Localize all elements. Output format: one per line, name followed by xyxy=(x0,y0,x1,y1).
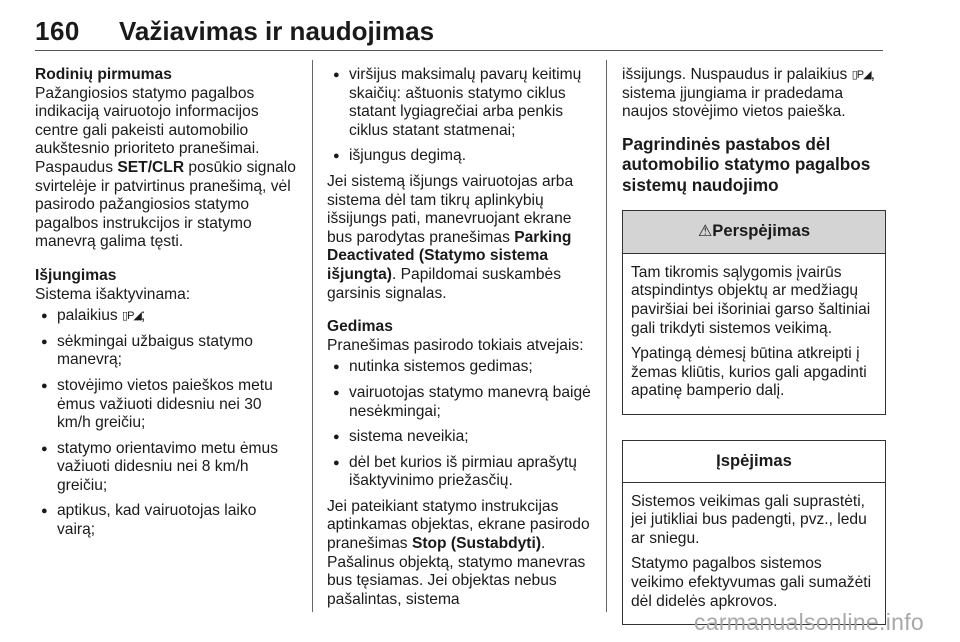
page-header xyxy=(35,10,883,51)
parking-assist-icon: ▯P◢ xyxy=(851,69,871,81)
warning-triangle-icon: ⚠ xyxy=(697,223,713,241)
list-item: ● stovėjimo vietos paieškos metu ėmus važiuoti didesniu nei 30 km/h greičiu; xyxy=(35,377,297,433)
list-item: ● nutinka sistemos gedimas; xyxy=(327,358,595,377)
paragraph: Pažangiosios statymo pagalbos indikaciją vairuotojo informacijos centre gali pakeisti automobilio aukštesnio prioriteto pranešimai. Paspaudus SET/CLR posūkio signalo svirtelėje ir patvirtinus pranešimą, vėl pasirodo pažangiosios statymo pagalbos instrukcijos ir statymo manevrą galima tęsti. xyxy=(35,84,296,251)
warning-text: Ypatingą dėmesį būtina atkreipti į žemas kliūtis, kurios gali apgadinti apatinę bamperio dalį. xyxy=(631,345,867,400)
bullet-list xyxy=(327,66,595,166)
list-item: ● viršijus maksimalų pavarų keitimų skaičių: aštuonis statymo ciklus statant lygiagrečiai arba penkis ciklus statant statmenai; xyxy=(327,66,595,140)
bullet-list xyxy=(35,307,297,540)
section-heading: Gedimas xyxy=(327,318,393,336)
column-divider-1 xyxy=(312,60,313,612)
section-display-priority xyxy=(35,66,297,252)
list-item: ● dėl bet kurios iš pirmiau aprašytų išaktyvinimo priežasčių. xyxy=(327,454,595,491)
list-item: ● palaikius ▯P◢; xyxy=(35,307,297,326)
list-item: ● išjungus degimą. xyxy=(327,147,595,166)
paragraph: Jei sistemą išjungs vairuotojas arba sistema dėl tam tikrų aplinkybių išsijungs pati, manevruojant ekrane bus parodytas pranešimas Parking Deactivated (Statymo sistema išjungta). Papildomai suskambės garsinis signalas. xyxy=(327,172,574,302)
list-item: ● sistema neveikia; xyxy=(327,428,595,447)
warning-title: ⚠Perspėjimas xyxy=(623,211,885,254)
column-3 xyxy=(622,66,886,635)
section-heading: Išjungimas xyxy=(35,266,117,284)
paragraph: išsijungs. Nuspaudus ir palaikius ▯P◢, sistema įjungiama ir pradedama naujos stovėjimo vietos paieška. xyxy=(622,66,875,121)
chapter-title: Važiavimas ir naudojimas xyxy=(119,16,435,46)
notice-box xyxy=(622,440,886,625)
column-1 xyxy=(35,66,297,555)
list-item: ● statymo orientavimo metu ėmus važiuoti didesniu nei 8 km/h greičiu; xyxy=(35,440,297,496)
list-item: ● vairuotojas statymo manevrą baigė nesėkmingai; xyxy=(327,384,595,421)
paragraph: Pranešimas pasirodo tokiais atvejais: xyxy=(327,336,584,354)
notice-text: Sistemos veikimas gali suprastėti, jei jutikliai bus padengti, pvz., ledu ar sniegu. xyxy=(631,492,867,547)
notice-text: Statymo pagalbos sistemos veikimo efektyvumas gali sumažėti dėl didelės apkrovos. xyxy=(631,555,872,610)
stop-message: Stop (Sustabdyti) xyxy=(411,535,542,553)
section-deactivation xyxy=(35,267,297,540)
section-heading: Rodinių pirmumas xyxy=(35,66,172,83)
list-item: ● aptikus, kad vairuotojas laiko vairą; xyxy=(35,502,297,539)
bullet-list xyxy=(327,358,595,491)
watermark: carmanualsonline.info xyxy=(693,609,924,635)
set-clr-label: SET/CLR xyxy=(117,158,185,176)
column-2 xyxy=(327,66,595,609)
warning-box xyxy=(622,210,886,415)
notice-title: Įspėjimas xyxy=(623,441,885,483)
section-heading: Pagrindinės pastabos dėl automobilio statymo pagalbos sistemų naudojimo xyxy=(622,133,871,195)
paragraph: Sistema išaktyvinama: xyxy=(35,285,191,303)
parking-assist-icon: ▯P◢ xyxy=(122,310,141,323)
warning-text: Tam tikromis sąlygomis įvairūs atspindintys objektų ar medžiagų paviršiai bei išoriniai garso šaltiniai gali trikdyti sistemos veikimą. xyxy=(631,263,871,337)
column-divider-2 xyxy=(606,60,607,612)
paragraph: Jei pateikiant statymo instrukcijas aptinkamas objektas, ekrane pasirodo pranešimas Stop (Sustabdyti). Pašalinus objektą, statymo manevras bus tęsiamas. Jei objektas nebus pašalintas, sistema xyxy=(327,497,590,608)
parking-deactivated-message: Parking Deactivated (Statymo sistema išjungta) xyxy=(327,228,572,283)
list-item: ● sėkmingai užbaigus statymo manevrą; xyxy=(35,333,297,370)
page-number: 160 xyxy=(35,16,80,46)
